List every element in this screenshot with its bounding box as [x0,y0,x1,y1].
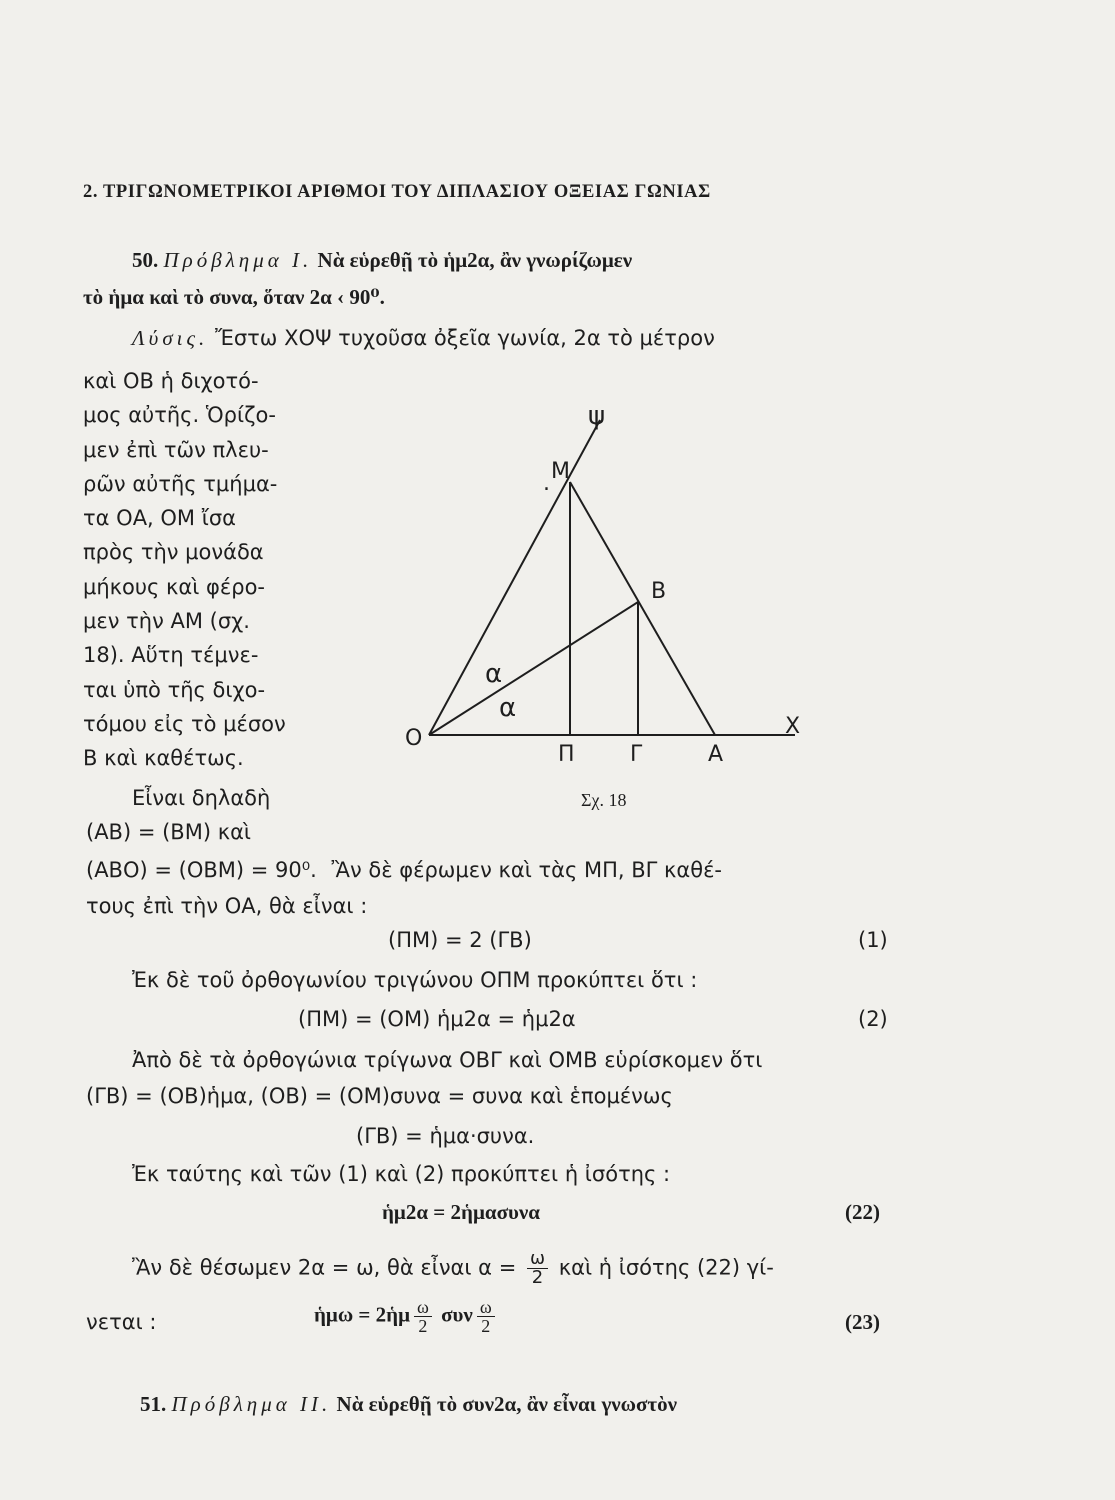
equation-22: ἡμ2α = 2ἡμασυνα [382,1200,540,1224]
equation-2: (ΠΜ) = (ΟΜ) ἡμ2α = ἡμ2α [298,1007,576,1031]
problem-51-text: Νὰ εὑρεθῇ τὸ συν2α, ἂν εἶναι γνωστὸν [336,1392,677,1416]
problem-50-number: 50. [132,248,159,272]
problem-50-text-1: Νὰ εὑρεθῇ τὸ ἡμ2α, ἂν γνωρίζωμεν [317,248,633,272]
fraction-numerator: ω [416,1297,429,1317]
line-becomes: νεται : [86,1310,157,1334]
fraction-omega-half [527,1250,548,1287]
column-line: τα ΟΑ, ΟΜ ἴσα [83,506,236,531]
angle-equation-line [86,858,722,882]
label-b: B [651,579,667,604]
problem-51-number: 51. [140,1392,167,1416]
column-line: μεν τὴν ΑΜ (σχ. [83,609,250,634]
angle-equation: (ΑΒΟ) = (ΟΒΜ) = 90⁰. [86,858,317,882]
cont-line-1: Εἶναι δηλαδὴ [132,786,271,810]
problem-50-text-2: τὸ ἡμα καὶ τὸ συνα, ὅταν 2α ‹ 90⁰. [83,285,385,309]
line-if-we-set [132,1250,774,1287]
label-o: O [405,726,423,751]
label-a: A [708,742,724,767]
line-if-we-set-a: Ἂν δὲ θέσωμεν 2α = ω, θὰ εἶναι α = [132,1255,517,1280]
label-dot: . [543,471,550,496]
equation-23 [314,1298,499,1335]
equation-gb: (ΓΒ) = ἡμα·συνα. [356,1124,535,1148]
label-g: Γ [630,742,643,767]
figure-caption: Σχ. 18 [581,790,627,810]
label-alpha-1: α [485,659,503,689]
column-line: ρῶν αὐτῆς τμήμα- [83,471,278,496]
line-if-we-set-b: καὶ ἡ ἰσότης (22) γί- [558,1255,774,1280]
label-alpha-2: α [499,693,517,723]
label-m: M [551,459,570,484]
label-x: X [785,714,801,739]
column-line: μήκους καὶ φέρο- [83,574,266,599]
line-right-triangle: Ἐκ δὲ τοῦ ὀρθογωνίου τριγώνου ΟΠΜ προκύπτει ὅτι : [132,968,698,992]
fraction-denominator: 2 [527,1268,548,1287]
solution-column [83,364,286,776]
column-line: τόμου εἰς τὸ μέσον [83,711,286,736]
label-p: Π [558,742,575,767]
side-oy [429,420,600,735]
section-heading: 2. ΤΡΙΓΩΝΟΜΕΤΡΙΚΟΙ ΑΡΙΘΜΟΙ ΤΟΥ ΔΙΠΛΑΣΙΟΥ ΟΞΕΙΑΣ ΓΩΝΙΑΣ [83,182,711,202]
figure-18 [395,390,835,810]
fraction-omega-half [477,1298,495,1335]
column-line: μεν ἐπὶ τῶν πλευ- [83,437,269,462]
equation-23-a: ἡμω = 2ἡμ [314,1302,410,1327]
column-line: καὶ ΟΒ ἡ διχοτό- [83,369,259,393]
equation-2-number: (2) [858,1007,888,1031]
solution-label: Λύσις. [132,326,209,350]
equation-23-b: συν [441,1302,473,1327]
fraction-denominator: 2 [477,1316,495,1335]
line-gb: (ΓΒ) = (ΟΒ)ἡμα, (ΟΒ) = (ΟΜ)συνα = συνα καὶ ἑπομένως [86,1084,673,1108]
fraction-omega-half [414,1298,432,1335]
problem-50-label: Πρόβλημα Ι. [163,248,313,272]
problem-51-label: Πρόβλημα ΙΙ. [171,1392,332,1416]
column-line: 18). Αὕτη τέμνε- [83,643,259,668]
problem-51-line [140,1392,677,1417]
equation-22-number: (22) [845,1200,880,1224]
fraction-numerator: ω [529,1248,546,1269]
solution-first-line-text: Ἔστω ΧΟΨ τυχοῦσα ὀξεῖα γωνία, 2α τὸ μέτρον [214,326,715,350]
solution-first-line [132,326,715,351]
angle-equation-rest: Ἂν δὲ φέρωμεν καὶ τὰς ΜΠ, ΒΓ καθέ- [331,858,722,882]
equation-1-number: (1) [858,928,888,952]
label-psi: ψ [588,401,606,431]
bisector-ob [429,602,638,735]
line-from-this: Ἐκ ταύτης καὶ τῶν (1) καὶ (2) προκύπτει ἡ ἰσότης : [132,1162,671,1186]
line-triangles: Ἀπὸ δὲ τὰ ὀρθογώνια τρίγωνα ΟΒΓ καὶ ΟΜΒ εὑρίσκομεν ὅτι [132,1048,763,1072]
cont-line-2: (ΑΒ) = (ΒΜ) καὶ [86,820,252,844]
equation-23-number: (23) [845,1310,880,1334]
column-line: Β καὶ καθέτως. [83,746,244,771]
segment-am [570,482,715,735]
column-line: πρὸς τὴν μονάδα [83,540,264,565]
problem-50-line-1 [132,248,632,273]
fraction-denominator: 2 [414,1316,432,1335]
line-perpendicular: τους ἐπὶ τὴν ΟΑ, θὰ εἶναι : [86,894,368,918]
fraction-numerator: ω [479,1297,492,1317]
equation-1: (ΠΜ) = 2 (ΓΒ) [388,928,532,952]
column-line: μος αὐτῆς. Ὁρίζο- [83,403,276,428]
column-line: ται ὑπὸ τῆς διχο- [83,677,266,702]
